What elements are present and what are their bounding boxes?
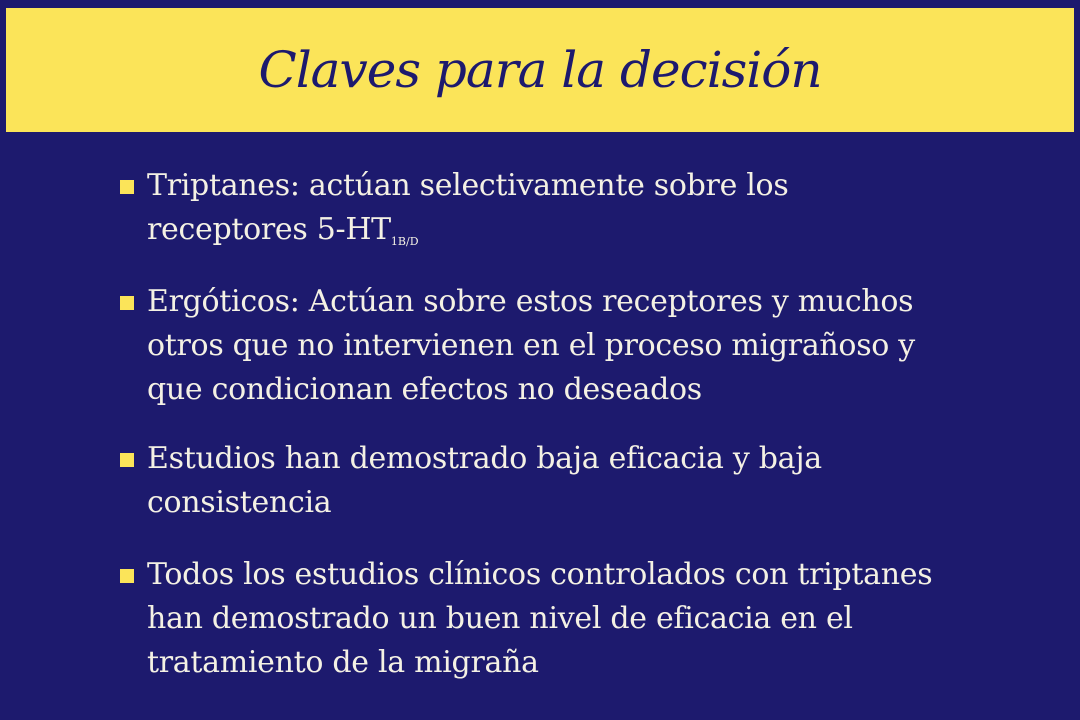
bullet-item-ergoticos — [120, 280, 1020, 412]
subscript-text: 1B/D — [390, 235, 419, 248]
bullet-line: receptores 5-HT — [147, 212, 391, 247]
bullet-item-estudios — [120, 437, 1020, 525]
bullet-line: Triptanes: actúan selectivamente sobre los — [147, 168, 789, 203]
bullet-marker-icon — [120, 296, 134, 310]
bullet-marker-icon — [120, 569, 134, 583]
bullet-line: han demostrado un buen nivel de eficacia en el — [147, 601, 853, 636]
bullet-line: Estudios han demostrado baja eficacia y baja — [147, 441, 822, 476]
bullet-line: que condicionan efectos no deseados — [147, 372, 702, 407]
slide-title: Claves para la decisión — [258, 41, 822, 99]
bullet-item-todos — [120, 553, 1020, 685]
bullet-line: tratamiento de la migraña — [147, 645, 539, 680]
bullet-marker-icon — [120, 180, 134, 194]
bullet-line: consistencia — [147, 485, 332, 520]
bullet-marker-icon — [120, 453, 134, 467]
bullet-line-with-subscript — [147, 208, 1020, 264]
bullet-item-triptanes — [120, 164, 1020, 264]
bullet-line: Ergóticos: Actúan sobre estos receptores y muchos — [147, 284, 914, 319]
title-bar — [6, 8, 1074, 132]
bullet-line: Todos los estudios clínicos controlados con triptanes — [147, 557, 933, 592]
bullet-line: otros que no intervienen en el proceso migrañoso y — [147, 328, 915, 363]
